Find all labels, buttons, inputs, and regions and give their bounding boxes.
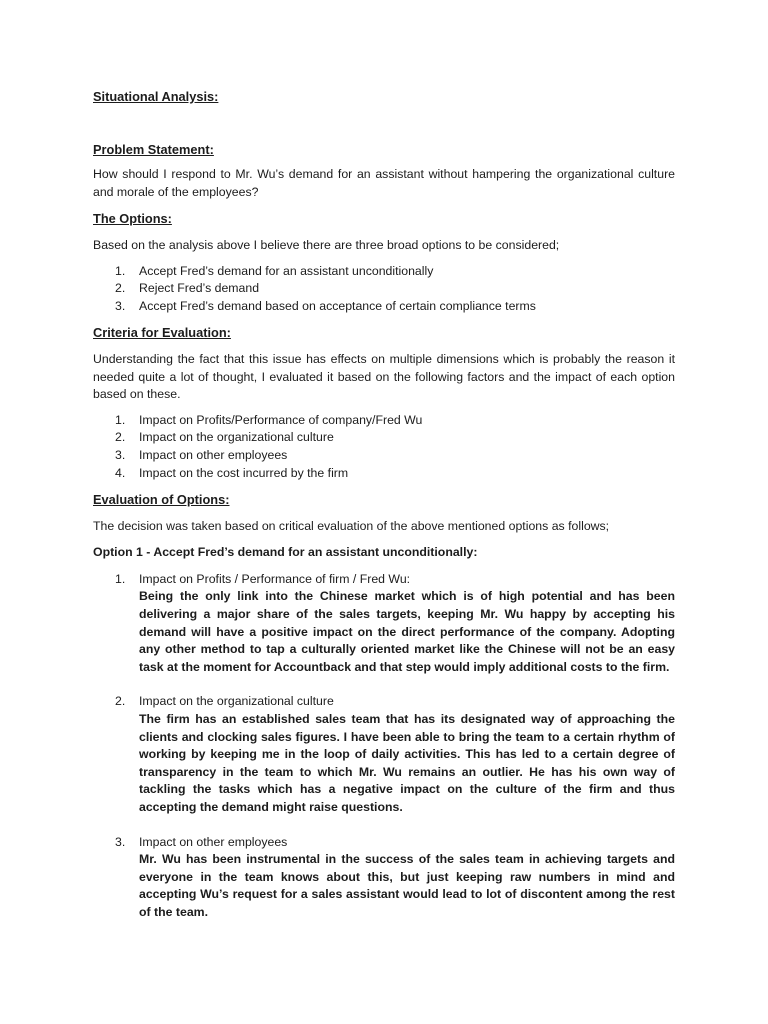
criteria-heading: Criteria for Evaluation: <box>93 325 231 341</box>
list-number: 3. <box>115 834 126 849</box>
option-text: Accept Fred’s demand for an assistant unconditionally <box>139 263 434 278</box>
list-item <box>93 571 675 677</box>
list-item <box>93 298 675 316</box>
evaluation-heading: Evaluation of Options: <box>93 492 230 508</box>
document-page <box>93 88 675 939</box>
impact-title: Impact on the organizational culture <box>139 694 334 709</box>
list-item <box>93 693 675 816</box>
list-number: 3. <box>115 447 126 462</box>
list-item <box>93 465 675 483</box>
document-title: Situational Analysis: <box>93 89 219 104</box>
impact-body: Mr. Wu has been instrumental in the success of the sales team in achieving targets and everyone in the team knows about this, but just keeping raw numbers in mind and accepting Wu’s request for a sales assistant would lead to lot of discontent among the rest of the team. <box>139 852 675 919</box>
problem-statement-text: How should I respond to Mr. Wu’s demand for an assistant without hampering the organizational culture and morale of the employees? <box>93 167 675 199</box>
criteria-text: Impact on the cost incurred by the firm <box>139 465 349 480</box>
impact-body: The firm has an established sales team that has its designated way of approaching the clients and clocking sales figures. I have been able to bring the team to a certain rhythm of working by keeping me in the loop of daily activities. This has led to a certain degree of transparency in the team to which Mr. Wu remains an outlier. He has his own way of tackling the tasks which has a negative impact on the culture of the firm and thus accepting the demand might raise questions. <box>139 712 675 814</box>
criteria-intro: Understanding the fact that this issue has effects on multiple dimensions which is probably the reason it needed quite a lot of thought, I evaluated it based on the following factors and the impact of each option based on these. <box>93 351 675 402</box>
criteria-list <box>93 412 675 482</box>
option-text: Accept Fred’s demand based on acceptance of certain compliance terms <box>139 298 536 313</box>
list-item <box>93 263 675 281</box>
list-number: 1. <box>115 571 126 586</box>
list-item <box>93 280 675 298</box>
options-list <box>93 263 675 316</box>
impact-body: Being the only link into the Chinese market which is of high potential and has been delivering a major share of the sales targets, keeping Mr. Wu happy by accepting his demand will have a positive impact on the direct performance of the company. Adopting any other method to tap a culturally oriented market like the Chinese will not be an easy task at the moment for Accountback and that step would imply additional costs to the firm. <box>139 589 675 674</box>
list-item <box>93 834 675 922</box>
list-number: 2. <box>115 430 126 445</box>
list-number: 3. <box>115 298 126 313</box>
list-number: 2. <box>115 281 126 296</box>
criteria-text: Impact on Profits/Performance of company/Fred Wu <box>139 412 423 427</box>
option1-impact-list <box>93 571 675 922</box>
criteria-text: Impact on the organizational culture <box>139 430 334 445</box>
options-intro: Based on the analysis above I believe there are three broad options to be considered; <box>93 237 560 252</box>
list-number: 1. <box>115 263 126 278</box>
list-item <box>93 447 675 465</box>
list-item <box>93 412 675 430</box>
problem-statement-heading: Problem Statement: <box>93 141 214 157</box>
option-text: Reject Fred’s demand <box>139 281 260 296</box>
evaluation-intro: The decision was taken based on critical evaluation of the above mentioned options as follows; <box>93 518 610 533</box>
criteria-text: Impact on other employees <box>139 447 288 462</box>
list-number: 2. <box>115 694 126 709</box>
options-heading: The Options: <box>93 211 172 227</box>
list-item <box>93 429 675 447</box>
impact-title: Impact on other employees <box>139 834 288 849</box>
option1-heading: Option 1 - Accept Fred’s demand for an assistant unconditionally: <box>93 545 478 560</box>
list-number: 4. <box>115 465 126 480</box>
impact-title: Impact on Profits / Performance of firm / Fred Wu: <box>139 571 411 586</box>
list-number: 1. <box>115 412 126 427</box>
